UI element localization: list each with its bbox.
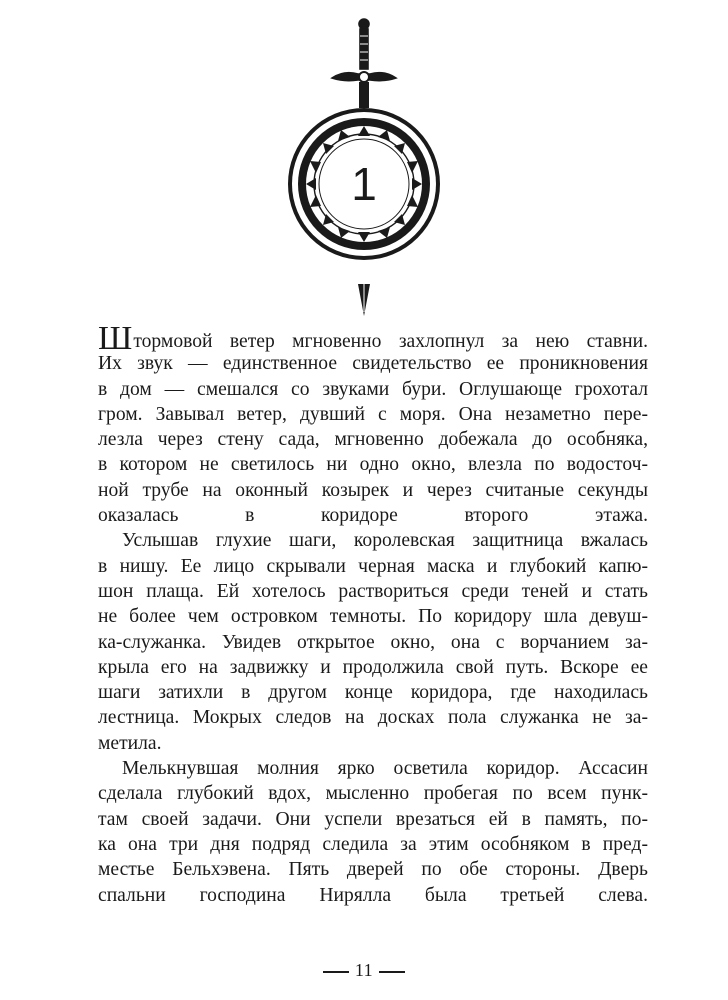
text-line: оказалась в коридоре второго этажа. [98, 505, 648, 527]
text-line: лезла через стену сада, мгновенно добежала до особняка, [98, 429, 648, 451]
text-line: местье Бельхэвена. Пять дверей по обе стороны. Дверь [98, 859, 648, 881]
text-line: в котором не светилось ни одно окно, влезла по водосточ- [98, 454, 648, 476]
text-line: лестница. Мокрых следов на досках пола служанка не за- [98, 707, 648, 729]
folio-dash-right [379, 971, 405, 973]
text-line: не более чем островком темноты. По коридору шла девуш- [98, 606, 648, 628]
text-line: шаги затихли в другом конце коридора, где находилась [98, 682, 648, 704]
text-line: гром. Завывал ветер, дувший с моря. Она незаметно пере- [98, 403, 648, 425]
chapter-text [98, 320, 648, 908]
paragraph-2 [98, 528, 648, 756]
text-line: шон плаща. Ей хотелось раствориться среди теней и стать [98, 580, 648, 602]
chapter-number: 1 [351, 158, 377, 210]
text-line: метила. [98, 732, 162, 754]
drop-cap: Ш [98, 320, 133, 357]
text-line-rest: тормовой ветер мгновенно захлопнул за нею ставни. [133, 331, 648, 352]
page-number: 11 [354, 960, 374, 980]
text-line [98, 320, 648, 357]
paragraph-3 [98, 756, 648, 908]
text-line: ка-служанка. Увидев открытое окно, она с ворчанием за- [98, 631, 648, 653]
text-line: ной трубе на оконный козырек и через считаные секунды [98, 479, 648, 501]
text-line: в нишу. Ее лицо скрывали черная маска и глубокий капю- [98, 555, 648, 577]
text-line: Их звук — единственное свидетельство ее проникновения [98, 353, 648, 375]
text-line: Услышав глухие шаги, королевская защитница вжалась [122, 530, 648, 552]
text-line: там своей задачи. Они успели врезаться ей в память, по- [98, 808, 648, 830]
paragraph-1 [98, 320, 648, 528]
text-line: сделала глубокий вдох, мысленно пробегая по всем пунк- [98, 783, 648, 805]
page-number-footer [0, 960, 728, 981]
folio-dash-left [323, 971, 349, 973]
text-line: Мелькнувшая молния ярко осветила коридор. Ассасин [122, 758, 648, 780]
text-line: в дом — смешался со звуками бури. Оглушающе грохотал [98, 378, 648, 400]
text-line: крыла его на задвижку и продолжила свой путь. Вскоре ее [98, 656, 648, 678]
text-line: ка она три дня подряд следила за этим особняком в пред- [98, 833, 648, 855]
chapter-emblem [284, 14, 444, 324]
text-line: спальни господина Нирялла была третьей слева. [98, 884, 648, 906]
